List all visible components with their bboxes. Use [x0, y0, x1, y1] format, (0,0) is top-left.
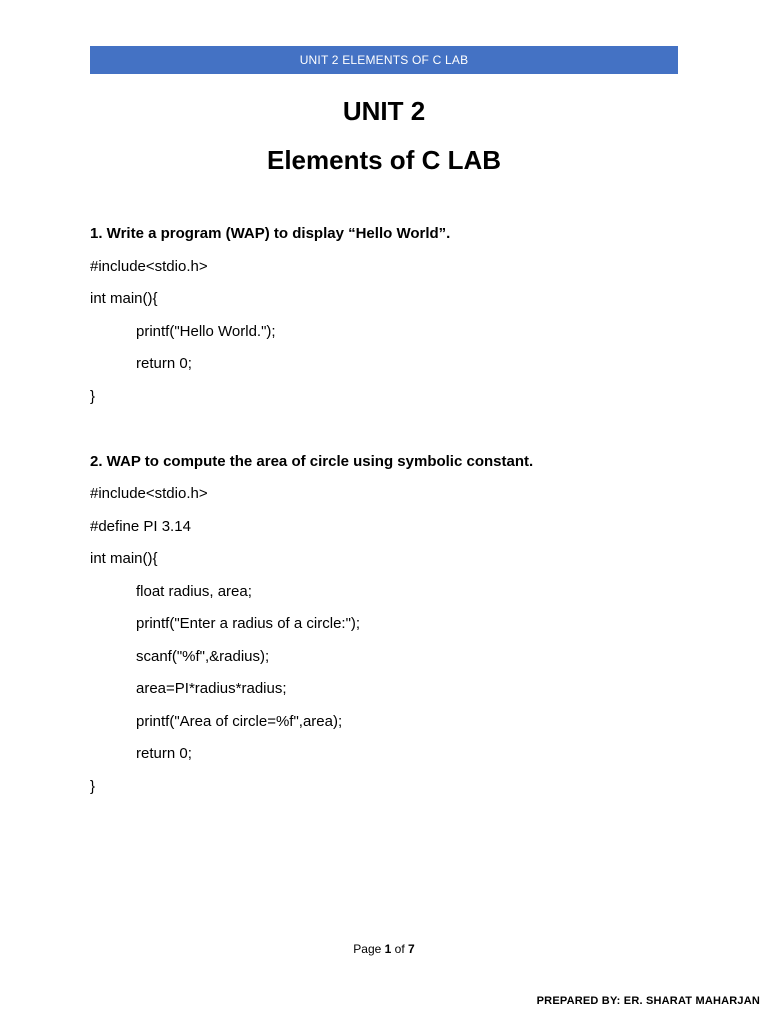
footer-credit: PREPARED BY: ER. SHARAT MAHARJAN: [536, 995, 760, 1007]
code-line: printf("Area of circle=%f",area);: [136, 712, 343, 730]
code-line: printf("Hello World.");: [136, 322, 276, 340]
code-line: #include<stdio.h>: [90, 485, 208, 502]
page-prefix: Page: [353, 942, 382, 956]
code-line: }: [90, 777, 96, 795]
code-line: printf("Enter a radius of a circle:");: [136, 615, 361, 632]
code-line: }: [90, 387, 96, 405]
header-banner: UNIT 2 ELEMENTS OF C LAB: [90, 46, 678, 74]
code-line: int main(){: [90, 290, 158, 307]
page-separator: of: [394, 942, 405, 956]
code-line: float radius, area;: [136, 582, 252, 600]
page-indicator: [0, 942, 768, 956]
code-line: int main(){: [90, 550, 158, 567]
code-line: scanf("%f",&radius);: [136, 647, 270, 665]
page-title-subject: Elements of C LAB: [266, 145, 502, 175]
page-current: 1: [384, 942, 392, 956]
document-body: [90, 220, 690, 805]
code-line: #define PI 3.14: [90, 517, 191, 535]
page-total: 7: [408, 942, 415, 956]
question-1-heading: 1. Write a program (WAP) to display “Hello World”.: [90, 225, 451, 242]
question-2-heading: 2. WAP to compute the area of circle using symbolic constant.: [90, 452, 534, 470]
page-title-unit: UNIT 2: [342, 96, 426, 126]
section-spacer: [90, 415, 690, 448]
code-line: area=PI*radius*radius;: [136, 680, 287, 697]
code-line: #include<stdio.h>: [90, 257, 208, 275]
code-line: return 0;: [136, 745, 192, 762]
code-line: return 0;: [136, 355, 192, 372]
